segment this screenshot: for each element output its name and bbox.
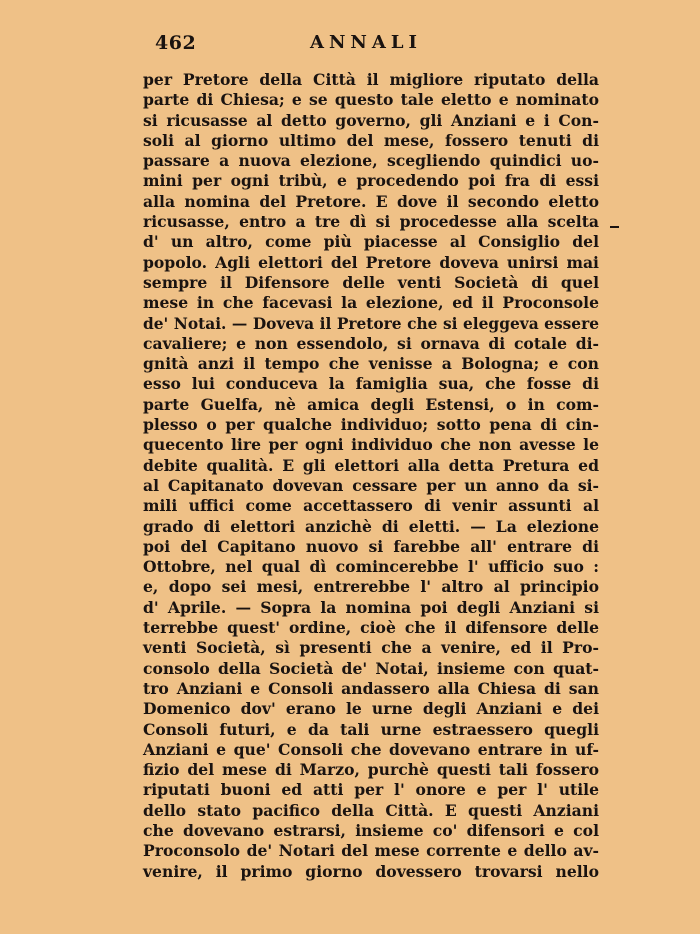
text-line: tro Anziani e Consoli andassero alla Chiesa di san — [143, 678, 599, 698]
text-line: mili uffici come accettassero di venir assunti al — [143, 496, 599, 516]
text-line: parte di Chiesa; e se questo tale eletto e nominato — [143, 90, 599, 110]
text-line: riputati buoni ed atti per l' onore e per l' utile — [143, 780, 599, 800]
text-line: plesso o per qualche individuo; sotto pena di cin- — [143, 415, 599, 435]
text-line: fizio del mese di Marzo, purchè questi tali fossero — [143, 760, 599, 780]
text-line: ricusasse, entro a tre dì si procedesse alla scelta — [143, 212, 599, 232]
text-line: che dovevano estrarsi, insieme co' difensori e col — [143, 820, 599, 840]
text-line: Anziani e que' Consoli che dovevano entrare in uf- — [143, 739, 599, 759]
text-line: d' Aprile. — Sopra la nomina poi degli Anziani si — [143, 597, 599, 617]
text-line: mese in che facevasi la elezione, ed il Proconsole — [143, 293, 599, 313]
text-line: alla nomina del Pretore. E dove il secondo eletto — [143, 191, 599, 211]
text-line: cavaliere; e non essendolo, si ornava di cotale di- — [143, 333, 599, 353]
body-text — [143, 70, 599, 882]
running-title: ANNALI — [310, 32, 422, 53]
text-line: soli al giorno ultimo del mese, fossero tenuti di — [143, 130, 599, 150]
text-line: consolo della Società de' Notai, insieme con quat- — [143, 658, 599, 678]
text-line: quecento lire per ogni individuo che non avesse le — [143, 435, 599, 455]
text-line: debite qualità. E gli elettori alla detta Pretura ed — [143, 455, 599, 475]
text-line: gnità anzi il tempo che venisse a Bologna; e con — [143, 354, 599, 374]
page-header — [0, 30, 700, 58]
text-line: grado di elettori anzichè di eletti. — La elezione — [143, 516, 599, 536]
text-line: esso lui conduceva la famiglia sua, che fosse di — [143, 374, 599, 394]
text-line: Consoli futuri, e da tali urne estraessero quegli — [143, 719, 599, 739]
text-line: Domenico dov' erano le urne degli Anziani e dei — [143, 699, 599, 719]
text-line: al Capitanato dovevan cessare per un anno da si- — [143, 475, 599, 495]
text-line: parte Guelfa, nè amica degli Estensi, o in com- — [143, 394, 599, 414]
text-line: dello stato pacifico della Città. E questi Anziani — [143, 800, 599, 820]
text-line: si ricusasse al detto governo, gli Anziani e i Con- — [143, 110, 599, 130]
text-line: popolo. Agli elettori del Pretore doveva unirsi mai — [143, 252, 599, 272]
text-line: venti Società, sì presenti che a venire, ed il Pro- — [143, 638, 599, 658]
text-line: poi del Capitano nuovo si farebbe all' entrare di — [143, 536, 599, 556]
text-line: d' un altro, come più piacesse al Consiglio del — [143, 232, 599, 252]
text-line: sempre il Difensore delle venti Società di quel — [143, 272, 599, 292]
text-line: Proconsolo de' Notari del mese corrente e dello av- — [143, 841, 599, 861]
text-line: Ottobre, nel qual dì comincerebbe l' ufficio suo : — [143, 557, 599, 577]
text-line: terrebbe quest' ordine, cioè che il difensore delle — [143, 618, 599, 638]
text-line: venire, il primo giorno dovessero trovarsi nello — [143, 861, 599, 881]
text-line: mini per ogni tribù, e procedendo poi fra di essi — [143, 171, 599, 191]
page-number: 462 — [155, 32, 197, 54]
text-line: e, dopo sei mesi, entrerebbe l' altro al principio — [143, 577, 599, 597]
text-line: per Pretore della Città il migliore riputato della — [143, 70, 599, 89]
margin-mark — [610, 226, 619, 228]
text-line: passare a nuova elezione, scegliendo quindici uo- — [143, 151, 599, 171]
text-line: de' Notai. — Doveva il Pretore che si eleggeva essere — [143, 314, 599, 333]
